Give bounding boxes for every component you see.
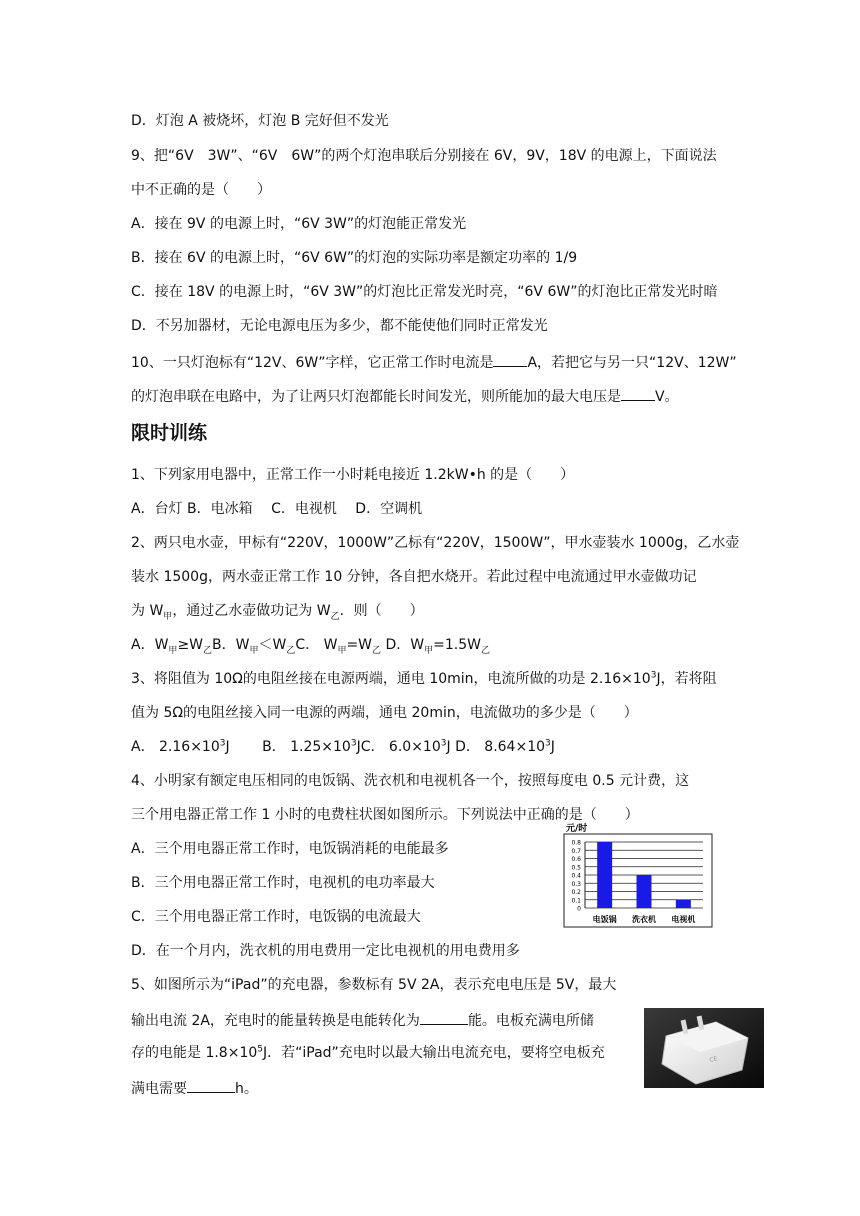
training-question-1: 1、下列家用电器中，正常工作一小时耗电接近 1.2kW•h 的是（ ）: [131, 467, 575, 483]
training-question-2-options: [131, 635, 490, 655]
answer-blank[interactable]: [187, 1077, 235, 1093]
text: A． 2.16×10: [131, 739, 220, 755]
question-10-line-1: [131, 351, 737, 373]
training-question-4-line-2: 三个用电器正常工作 1 小时的电费柱状图如图所示。下列说法中正确的是（ ）: [131, 807, 639, 823]
category-label: 电饭锅: [592, 915, 617, 924]
y-tick-label: 0.4: [571, 872, 581, 880]
training-question-3-line-2: 值为 5Ω的电阻丝接入同一电源的两端，通电 20min，电流做功的多少是（ ）: [131, 705, 638, 721]
superscript: 3: [350, 738, 357, 749]
training-question-2-line-3: [131, 601, 424, 621]
question-10-text: 的灯泡串联在电路中，为了让两只灯泡都能长时间发光，则所能加的最大电压是: [131, 389, 621, 405]
subscript: 乙: [286, 645, 296, 656]
question-9-option-a: A．接在 9V 的电源上时，“6V 3W”的灯泡能正常发光: [131, 216, 467, 232]
question-9-option-b: B．接在 6V 的电源上时，“6V 6W”的灯泡的实际功率是额定功率的 1/9: [131, 250, 578, 266]
section-heading: 限时训练: [131, 422, 208, 444]
text: h。: [235, 1081, 258, 1097]
training-question-2-line-2: 装水 1500g，两水壶正常工作 10 分钟，各自把水烧开。若此过程中电流通过甲水壶做功记: [131, 569, 697, 585]
text: J B． 1.25×10: [225, 739, 351, 755]
subscript: 乙: [203, 645, 213, 656]
y-tick-label: 0.8: [571, 839, 581, 847]
subscript: 乙: [480, 645, 490, 656]
question-9-line-1: 9、把“6V 3W”、“6V 6W”的两个灯泡串联后分别接在 6V，9V，18V 的电源上，下面说法: [131, 148, 717, 164]
text: J D． 8.64×10: [446, 739, 546, 755]
subscript: 甲: [337, 645, 347, 656]
y-tick-label: 0.3: [571, 880, 581, 888]
training-question-5-line-1: 5、如图所示为“iPad”的充电器，参数标有 5V 2A，表示充电电压是 5V，最大: [131, 977, 617, 993]
training-question-4-option-d: D．在一个月内，洗衣机的用电费用一定比电视机的用电费用多: [131, 943, 520, 959]
text: ．则（ ）: [339, 603, 424, 619]
text: J．若“iPad”充电时以最大输出电流充电，要将空电板充: [263, 1045, 605, 1061]
answer-blank[interactable]: [493, 351, 527, 367]
electricity-cost-bar-chart: [563, 822, 713, 928]
subscript: 甲: [163, 611, 173, 622]
text: 存的电能是 1.8×10: [131, 1045, 258, 1061]
bar-1: [597, 842, 612, 908]
training-question-2-line-1: 2、两只电水壶，甲标有“220V，1000W”乙标有“220V，1500W”，甲水壶装水 1000g，乙水壶: [131, 535, 740, 551]
text: 输出电流 2A，充电时的能量转换是电能转化为: [131, 1013, 420, 1029]
superscript: 3: [545, 738, 551, 749]
category-label: 电视机: [671, 915, 696, 924]
y-tick-label: 0: [577, 905, 581, 913]
question-9-line-2: 中不正确的是（ ）: [131, 182, 271, 198]
training-question-3-options: [131, 737, 555, 757]
y-tick-label: 0.7: [571, 847, 581, 855]
answer-blank[interactable]: [420, 1009, 468, 1025]
chart-title: 元/时: [566, 824, 588, 834]
text: =1.5W: [433, 637, 481, 653]
question-9-option-d: D．不另加器材，无论电源电压为多少，都不能使他们同时正常发光: [131, 318, 548, 334]
question-9-option-c: C．接在 18V 的电源上时，“6V 3W”的灯泡比正常发光时亮，“6V 6W”的灯泡比正常发光时暗: [131, 284, 718, 300]
svg-text:CE: CE: [708, 1055, 719, 1064]
question-10-text: V。: [655, 389, 679, 405]
bar-3: [676, 900, 691, 908]
option-line: D．灯泡 A 被烧坏，灯泡 B 完好但不发光: [131, 113, 389, 129]
y-tick-label: 0.2: [571, 889, 581, 896]
charger-photo: [644, 1008, 764, 1088]
text: 能。电板充满电所储: [467, 1013, 594, 1029]
training-question-5-line-2: [131, 1009, 594, 1031]
text: =W: [346, 637, 373, 653]
text: D．W: [381, 637, 425, 653]
text: B．W: [212, 637, 250, 653]
training-question-5-line-4: [131, 1077, 258, 1099]
question-10-text: 10、一只灯泡标有“12V、6W”字样，它正常工作时电流是: [131, 355, 494, 371]
training-question-1-options: A．台灯 B．电冰箱 C．电视机 D．空调机: [131, 501, 423, 517]
superscript: 5: [257, 1044, 263, 1055]
bar-2: [637, 875, 652, 908]
training-question-4-option-c: C．三个用电器正常工作时，电饭锅的电流最大: [131, 909, 421, 925]
subscript: 甲: [424, 645, 434, 656]
text: 3、将阻值为 10Ω的电阻丝接在电源两端，通电 10min，电流所做的功是 2.16×10: [131, 671, 651, 687]
subscript: 甲: [168, 645, 178, 656]
text: A．W: [131, 637, 169, 653]
text: J，若将阻: [656, 671, 717, 687]
text: 满电需要: [131, 1081, 187, 1097]
text: ≥W: [177, 637, 204, 653]
superscript: 3: [219, 738, 226, 749]
y-tick-label: 0.5: [571, 864, 581, 872]
subscript: 乙: [372, 645, 382, 656]
training-question-4-line-1: 4、小明家有额定电压相同的电饭锅、洗衣机和电视机各一个，按照每度电 0.5 元计费，这: [131, 773, 690, 789]
answer-blank[interactable]: [621, 385, 655, 401]
text: C． W: [295, 637, 338, 653]
text: ，通过乙水壶做功记为 W: [172, 603, 331, 619]
y-tick-label: 0.6: [571, 856, 581, 863]
question-10-line-2: [131, 385, 679, 407]
text: 为 W: [131, 603, 164, 619]
training-question-3-line-1: [131, 669, 717, 689]
question-10-text: A，若把它与另一只“12V、12W”: [527, 355, 737, 371]
training-question-5-line-3: [131, 1043, 605, 1063]
text: JC． 6.0×10: [356, 739, 441, 755]
subscript: 甲: [249, 645, 259, 656]
training-question-4-option-a: A．三个用电器正常工作时，电饭锅消耗的电能最多: [131, 841, 449, 857]
text: ＜W: [258, 637, 287, 653]
subscript: 乙: [330, 611, 340, 622]
text: J: [550, 739, 555, 755]
category-label: 洗衣机: [632, 915, 656, 924]
y-tick-label: 0.1: [571, 897, 581, 905]
superscript: 3: [440, 738, 447, 749]
training-question-4-option-b: B．三个用电器正常工作时，电视机的电功率最大: [131, 875, 435, 891]
superscript: 3: [650, 670, 657, 681]
